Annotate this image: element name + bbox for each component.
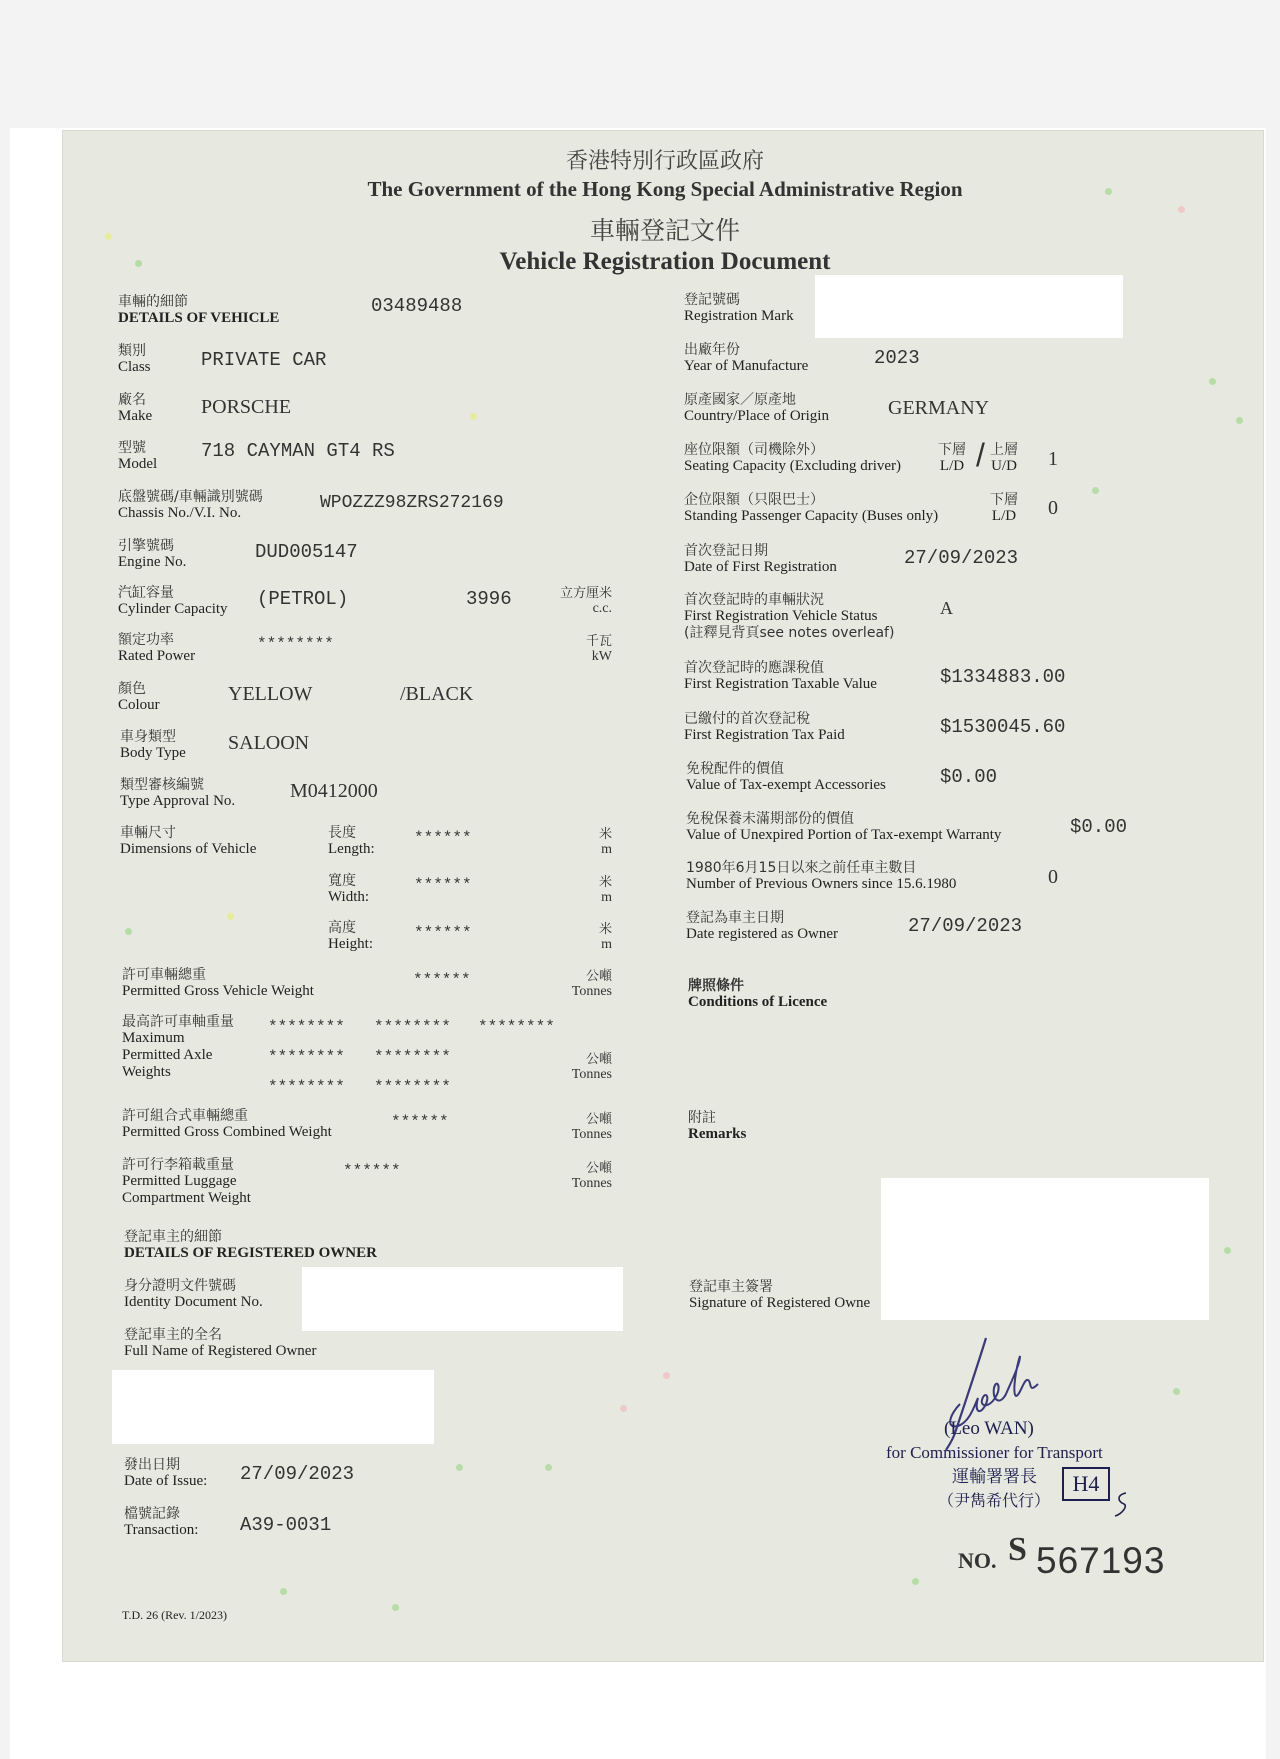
owner-registration-date-label: 登記為車主日期 Date registered as Owner [686, 910, 839, 942]
height-unit: 米 m [598, 922, 612, 952]
chassis-label: 底盤號碼/車輛識別號碼 Chassis No./V.I. No. [118, 489, 263, 521]
cylinder-capacity-label: 汽缸容量 Cylinder Capacity [118, 585, 228, 617]
issue-date-value: 27/09/2023 [240, 1463, 355, 1485]
issue-date-label: 發出日期 Date of Issue: [124, 1457, 208, 1489]
type-approval-value: M0412000 [290, 780, 378, 802]
axle-weight-value: ******** [268, 1048, 345, 1066]
taxable-value-label: 首次登記時的應課稅值 First Registration Taxable Value [684, 660, 877, 692]
width-unit: 米 m [598, 875, 612, 905]
tax-paid-value: $1530045.60 [940, 716, 1066, 738]
country-label: 原產國家／原產地 Country/Place of Origin [684, 392, 829, 424]
axle-weights-label: 最高許可車軸重量 Maximum Permitted Axle Weights [122, 1014, 234, 1080]
luggage-weight-unit: 公噸 Tonnes [571, 1161, 612, 1191]
standing-capacity-label: 企位限額（只限巴士） Standing Passenger Capacity (Buses only) [684, 492, 939, 524]
paper-fleck [280, 1588, 287, 1595]
warranty-value: $0.00 [1070, 816, 1128, 838]
conditions-of-licence-label: 牌照條件 Conditions of Licence [688, 978, 828, 1010]
axle-weight-unit: 公噸 Tonnes [571, 1052, 612, 1082]
identity-document-redaction [302, 1267, 623, 1331]
width-label: 寬度 Width: [328, 873, 370, 905]
initial-mark [1112, 1490, 1132, 1520]
paper-fleck [1092, 487, 1099, 494]
axle-weight-value: ******** [268, 1018, 345, 1036]
document-title-en: Vehicle Registration Document [499, 248, 831, 275]
deck-divider: / [976, 437, 985, 473]
registration-mark-label: 登記號碼 Registration Mark [684, 292, 794, 324]
transaction-value: A39-0031 [240, 1514, 332, 1536]
government-title-en: The Government of the Hong Kong Special Administrative Region [367, 177, 963, 201]
length-label: 長度 Length: [328, 825, 375, 857]
paper-fleck [470, 413, 477, 420]
body-type-value: SALOON [228, 732, 310, 754]
previous-owners-label: 1980年6月15日以來之前任車主數目 Number of Previous Owners since 15.6.1980 [686, 860, 957, 892]
colour-value-secondary: /BLACK [400, 683, 474, 705]
colour-label: 顏色 Colour [118, 681, 160, 713]
cylinder-unit: 立方厘米 c.c. [559, 586, 612, 616]
height-label: 高度 Height: [328, 920, 373, 952]
standing-capacity-value: 0 [1048, 497, 1058, 519]
paper-fleck [912, 1578, 919, 1585]
paper-fleck [1178, 206, 1185, 213]
identity-document-label: 身分證明文件號碼 Identity Document No. [124, 1278, 263, 1310]
length-unit: 米 m [598, 827, 612, 857]
model-value: 718 CAYMAN GT4 RS [201, 440, 395, 462]
paper-fleck [620, 1405, 627, 1412]
owner-name-redaction [112, 1370, 434, 1444]
tax-paid-label: 已繳付的首次登記稅 First Registration Tax Paid [684, 711, 845, 743]
country-value: GERMANY [888, 397, 990, 419]
officer-delegate-zh: （尹雋希代行） [938, 1491, 1051, 1510]
warranty-value-label: 免稅保養未滿期部份的價值 Value of Unexpired Portion of Tax-exempt Warranty [686, 811, 1002, 843]
taxable-value: $1334883.00 [940, 666, 1066, 688]
details-of-vehicle-label: 車輛的細節 DETAILS OF VEHICLE [118, 294, 280, 326]
rated-power-value: ******** [257, 635, 334, 653]
serial-number-label: NO. [958, 1548, 997, 1573]
axle-weight-value: ******** [268, 1078, 345, 1096]
engine-value: DUD005147 [255, 541, 358, 563]
rated-power-unit: 千瓦 kW [585, 634, 612, 664]
length-value: ****** [414, 829, 472, 847]
owner-registration-date-value: 27/09/2023 [908, 915, 1023, 937]
class-value: PRIVATE CAR [201, 349, 327, 371]
type-approval-label: 類型審核編號 Type Approval No. [120, 777, 236, 809]
seating-lower-deck: 下層 L/D [938, 442, 966, 474]
previous-owners-value: 0 [1048, 866, 1058, 888]
vehicle-status-value: A [940, 598, 953, 618]
vehicle-status-label: 首次登記時的車輛狀況 First Registration Vehicle Status (註釋見背頁see notes overleaf) [684, 592, 895, 641]
year-label: 出廠年份 Year of Manufacture [684, 342, 809, 374]
engine-label: 引擎號碼 Engine No. [118, 538, 187, 570]
form-number: T.D. 26 (Rev. 1/2023) [122, 1608, 227, 1622]
luggage-weight-label: 許可行李箱載重量 Permitted Luggage Compartment Weight [122, 1157, 251, 1206]
paper-fleck [456, 1464, 463, 1471]
rated-power-label: 額定功率 Rated Power [118, 632, 196, 664]
seating-capacity-value: 1 [1048, 448, 1058, 470]
tax-exempt-accessories-value: $0.00 [940, 766, 998, 788]
paper-fleck [1224, 1247, 1231, 1254]
first-registration-date-label: 首次登記日期 Date of First Registration [684, 543, 837, 575]
height-value: ****** [414, 924, 472, 942]
paper-fleck [545, 1464, 552, 1471]
officer-stamp: H4 [1062, 1467, 1110, 1501]
serial-number-prefix: S [1008, 1531, 1027, 1568]
seating-upper-deck: 上層 U/D [990, 442, 1018, 474]
body-type-label: 車身類型 Body Type [120, 729, 186, 761]
cylinder-capacity-value: 3996 [466, 588, 512, 610]
gross-vehicle-weight-unit: 公噸 Tonnes [571, 969, 612, 999]
class-label: 類別 Class [118, 343, 151, 375]
transaction-label: 檔號記錄 Transaction: [124, 1506, 199, 1538]
owner-name-label: 登記車主的全名 Full Name of Registered Owner [124, 1327, 317, 1359]
paper-fleck [227, 913, 234, 920]
details-of-vehicle-value: 03489488 [371, 295, 463, 317]
officer-name: (Leo WAN) [944, 1418, 1034, 1439]
serial-number-value: 567193 [1036, 1540, 1166, 1581]
officer-title-zh: 運輸署署長 [952, 1467, 1037, 1487]
width-value: ****** [414, 876, 472, 894]
luggage-weight-value: ****** [343, 1162, 401, 1180]
make-label: 廠名 Make [118, 392, 153, 424]
year-value: 2023 [874, 347, 920, 369]
paper-fleck [392, 1604, 399, 1611]
dimensions-label: 車輛尺寸 Dimensions of Vehicle [120, 825, 257, 857]
paper-fleck [1236, 417, 1243, 424]
gross-vehicle-weight-label: 許可車輛總重 Permitted Gross Vehicle Weight [122, 967, 314, 999]
registered-owner-heading: 登記車主的細節 DETAILS OF REGISTERED OWNER [124, 1229, 377, 1261]
tax-exempt-accessories-label: 免稅配件的價值 Value of Tax-exempt Accessories [686, 761, 886, 793]
gross-combined-weight-unit: 公噸 Tonnes [571, 1112, 612, 1142]
first-registration-date-value: 27/09/2023 [904, 547, 1019, 569]
registration-mark-redaction [815, 275, 1123, 338]
owner-signature-redaction [881, 1178, 1209, 1320]
standing-lower-deck: 下層 L/D [990, 492, 1018, 524]
axle-weight-value: ******** [374, 1078, 451, 1096]
axle-weight-value: ******** [374, 1018, 451, 1036]
government-title-zh: 香港特別行政區政府 [565, 149, 764, 174]
make-value: PORSCHE [201, 396, 292, 418]
owner-signature-label: 登記車主簽署 Signature of Registered Owne [689, 1279, 871, 1311]
paper-fleck [1173, 1388, 1180, 1395]
gross-combined-weight-label: 許可組合式車輛總重 Permitted Gross Combined Weight [122, 1108, 332, 1140]
axle-weight-value: ******** [374, 1048, 451, 1066]
gross-combined-weight-value: ****** [391, 1113, 449, 1131]
paper-fleck [1209, 378, 1216, 385]
document-title-zh: 車輛登記文件 [589, 216, 740, 245]
officer-title-en: for Commissioner for Transport [886, 1443, 1103, 1462]
colour-value-primary: YELLOW [228, 683, 313, 705]
chassis-value: WPOZZZ98ZRS272169 [320, 493, 504, 513]
model-label: 型號 Model [118, 440, 158, 472]
remarks-label: 附註 Remarks [688, 1110, 747, 1142]
cylinder-fuel-value: (PETROL) [257, 588, 349, 610]
gross-vehicle-weight-value: ****** [413, 971, 471, 989]
paper-fleck [663, 1372, 670, 1379]
axle-weight-value: ******** [478, 1018, 555, 1036]
paper-fleck [125, 928, 132, 935]
seating-capacity-label: 座位限額（司機除外） Seating Capacity (Excluding driver) [684, 442, 902, 474]
